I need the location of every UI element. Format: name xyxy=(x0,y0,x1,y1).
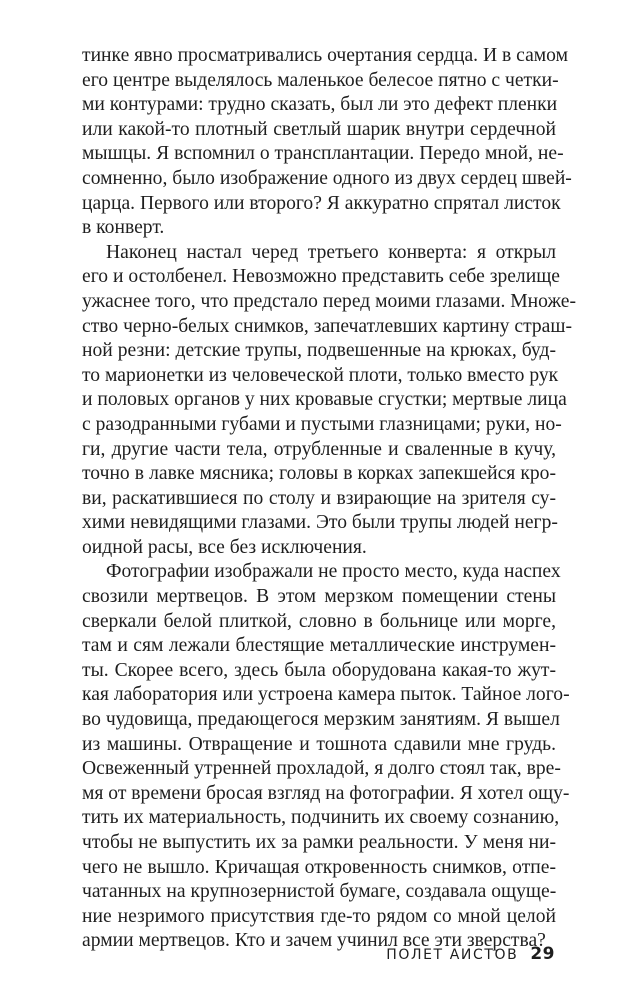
text-line: чтобы не выпустить их за рамки реальности. У меня ни- xyxy=(82,832,556,853)
text-line: его центре выделялось маленькое белесое пятно с четки- xyxy=(82,69,559,91)
page-footer xyxy=(386,944,555,964)
running-title: ПОЛЕТ АИСТОВ xyxy=(386,947,519,963)
text-line: в конверт. xyxy=(82,217,165,239)
text-line: и половых органов у них кровавые сгустки; мертвые лица xyxy=(82,389,567,411)
text-line: сверкали белой плиткой, словно в больнице или морге, xyxy=(82,610,556,632)
text-line: там и сям лежали блестящие металлические инструмен- xyxy=(82,635,556,657)
text-line: из машины. Отвращение и тошнота сдавили мне грудь. xyxy=(82,733,556,755)
text-line: ужаснее того, что предстало перед моими глазами. Множе- xyxy=(82,290,576,312)
text-line: кая лаборатория или устроена камера пыток. Тайное лого- xyxy=(82,684,570,706)
text-line: то марионетки из человеческой плоти, только вместо рук xyxy=(82,364,559,386)
text-line: чего не вышло. Кричащая откровенность снимков, отпе- xyxy=(82,856,556,878)
text-line: тинке явно просматривались очертания сердца. И в самом xyxy=(82,45,568,66)
text-line: свозили мертвецов. В этом мерзком помещении стены xyxy=(82,586,556,608)
text-line: оидной расы, все без исключения. xyxy=(82,536,367,558)
text-line: или какой-то плотный светлый шарик внутри сердечной xyxy=(82,118,556,140)
text-line: ты. Скорее всего, здесь была оборудована какая-то жут- xyxy=(82,659,556,681)
text-line: ной резни: детские трупы, подвешенные на крюках, буд- xyxy=(82,340,556,362)
text-line: ги, другие части тела, отрубленные и сваленные в кучу, xyxy=(82,438,556,460)
text-line: армии мертвецов. Кто и зачем учинил все эти зверства? xyxy=(82,930,546,952)
text-line: сомненно, было изображение одного из двух сердец швей- xyxy=(82,167,572,189)
text-line: ми контурами: трудно сказать, был ли это дефект пленки xyxy=(82,94,558,116)
text-line: ство черно-белых снимков, запечатлевших картину страш- xyxy=(82,315,572,337)
text-line: мышцы. Я вспомнил о трансплантации. Передо мной, не- xyxy=(82,143,564,165)
text-line: хими невидящими глазами. Это были трупы людей негр- xyxy=(82,512,558,534)
text-line: ние незримого присутствия где-то рядом со мной целой xyxy=(82,905,556,927)
text-line: его и остолбенел. Невозможно представить себе зрелище xyxy=(82,266,560,288)
text-line: ви, раскатившиеся по столу и взирающие на зрителя су- xyxy=(82,487,556,509)
text-line: мя от времени бросая взгляд на фотографии. Я хотел ощу- xyxy=(82,782,570,804)
text-line: Фотографии изображали не просто место, куда наспех xyxy=(106,561,561,583)
body-text xyxy=(82,44,576,954)
text-line: во чудовища, предающегося мерзким занятиям. Я вышел xyxy=(82,709,560,731)
text-line: Наконец настал черед третьего конверта: я открыл xyxy=(106,241,556,263)
text-line: тить их материальность, подчинить их своему сознанию, xyxy=(82,807,560,829)
text-line: чатанных на крупнозернистой бумаге, создавала ощуще- xyxy=(82,881,557,903)
text-line: царца. Первого или второго? Я аккуратно спрятал листок xyxy=(82,192,561,214)
text-line: с разодранными губами и пустыми глазницами; руки, но- xyxy=(82,413,562,435)
page-number: 29 xyxy=(530,944,555,964)
text-line: точно в лавке мясника; головы в корках запекшейся кро- xyxy=(82,463,556,485)
text-line: Освеженный утренней прохладой, я долго стоял так, вре- xyxy=(82,758,561,780)
